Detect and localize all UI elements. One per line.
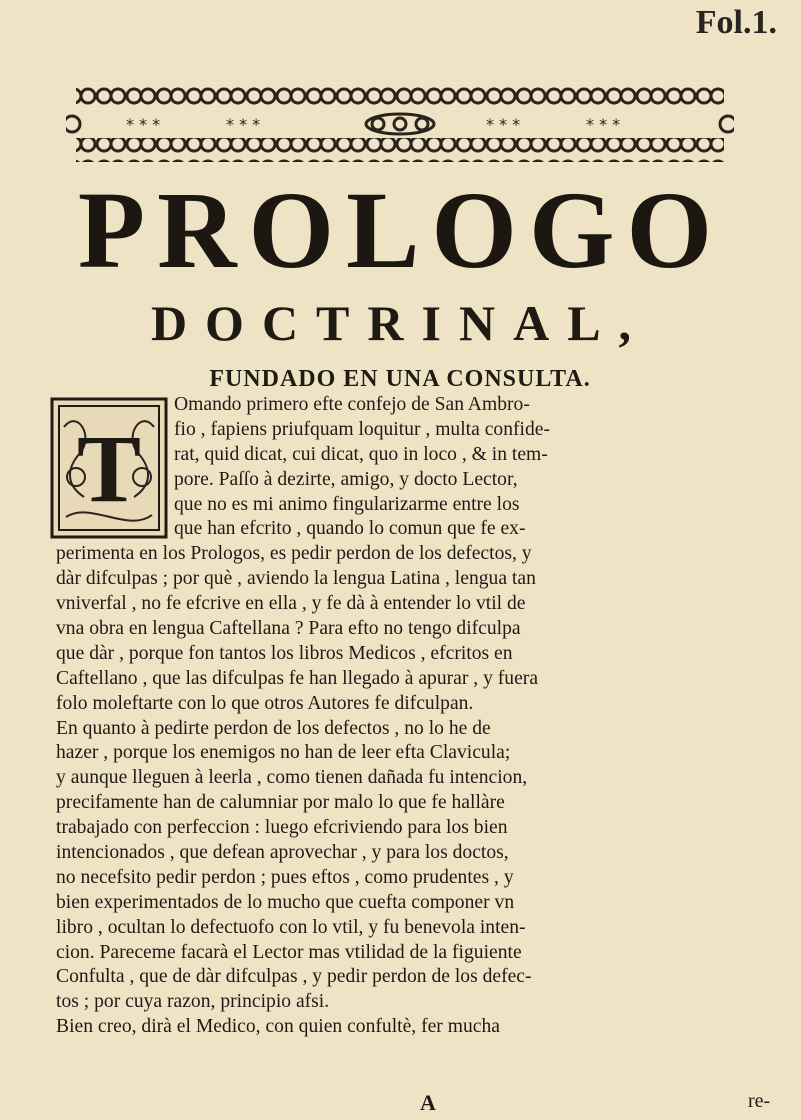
ornamental-band	[66, 84, 734, 164]
svg-text:* * *: * * *	[486, 115, 521, 134]
text-line: Confulta , que de dàr difculpas , y pedir perdon de los defec-	[56, 966, 532, 988]
svg-text:* * *: * * *	[586, 115, 621, 134]
svg-text:* * *: * * *	[226, 115, 261, 134]
text-line: cion. Pareceme facarà el Lector mas vtilidad de la figuiente	[56, 941, 522, 963]
text-line: perimenta en los Prologos, es pedir perdon de los defectos, y	[56, 543, 532, 565]
text-line: trabajado con perfeccion : luego efcriviendo para los bien	[56, 817, 508, 839]
text-line: folo moleftarte con lo que otros Autores fe difculpan.	[56, 692, 474, 714]
text-line: vniverfal , no fe efcrive en ella , y fe dà à entender lo vtil de	[56, 593, 526, 615]
page-title: PROLOGO	[77, 169, 725, 291]
svg-text:* * *: * * *	[126, 115, 161, 134]
section-kicker: FUNDADO EN UNA CONSULTA.	[209, 366, 591, 392]
text-line: que han efcrito , quando lo comun que fe ex-	[174, 518, 526, 540]
text-line: En quanto à pedirte perdon de los defectos , no lo he de	[56, 717, 491, 739]
body-text	[56, 393, 780, 1040]
text-line: Caftellano , que las difculpas fe han llegado à apurar , y fuera	[56, 667, 539, 689]
text-line: y aunque lleguen à leerla , como tienen dañada fu intencion,	[56, 767, 528, 789]
text-line: precifamente han de calumniar por malo lo que fe hallàre	[56, 792, 505, 814]
text-line: bien experimentados de lo mucho que cuefta componer vn	[56, 891, 515, 913]
text-line: que dàr , porque fon tantos los libros Medicos , efcritos en	[56, 642, 513, 664]
folio-number: Fol.1.	[695, 4, 777, 41]
text-line: no necefsito pedir perdon ; pues eftos , como prudentes , y	[56, 866, 514, 888]
text-line: hazer , porque los enemigos no han de leer efta Clavicula;	[56, 742, 511, 764]
text-line: vna obra en lengua Caftellana ? Para efto no tengo difculpa	[56, 618, 521, 640]
text-line: que no es mi animo fingularizarme entre los	[174, 493, 520, 515]
text-line: libro , ocultan lo defectuofo con lo vtil, y fu benevola inten-	[56, 916, 526, 938]
text-line: dàr difculpas ; por què , aviendo la lengua Latina , lengua tan	[56, 568, 536, 590]
drop-cap-letter: T	[76, 415, 142, 522]
text-line: intencionados , que defean aprovechar , y para los doctos,	[56, 842, 509, 864]
text-line: Omando primero efte confejo de San Ambro-	[174, 394, 530, 415]
text-line: Bien creo, dirà el Medico, con quien confultè, fer mucha	[56, 1016, 500, 1038]
text-line: rat, quid dicat, cui dicat, quo in loco , & in tem-	[174, 443, 548, 465]
text-line: fio , fapiens priufquam loquitur , multa confide-	[174, 418, 550, 440]
catchword: re-	[748, 1090, 771, 1112]
signature-mark: A	[420, 1090, 436, 1115]
page-subtitle: DOCTRINAL,	[150, 295, 650, 351]
text-line: tos ; por cuya razon, principio afsi.	[56, 991, 330, 1013]
text-line: pore. Paſſo à dezirte, amigo, y docto Lector,	[174, 468, 518, 490]
